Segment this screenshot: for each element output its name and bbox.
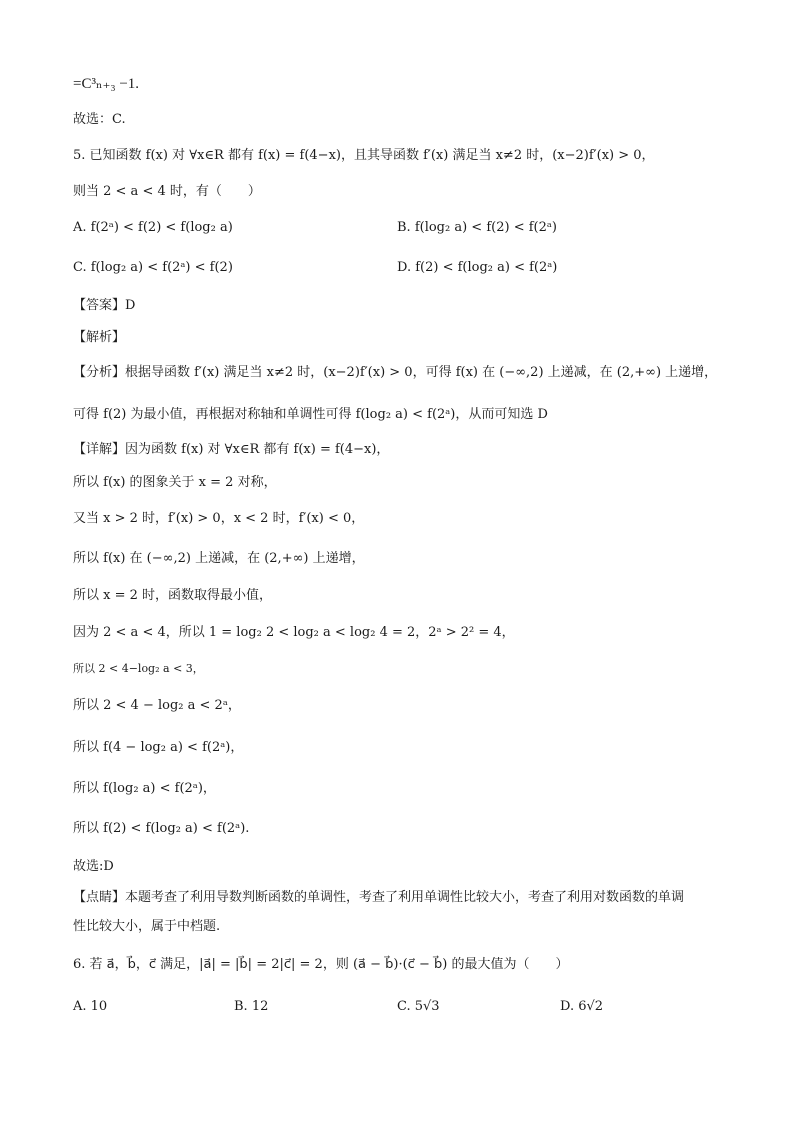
analysis-heading: 【解析】: [73, 330, 126, 345]
q6-option-a: A. 10: [73, 999, 108, 1014]
q5-option-b: B. f(log₂ a) < f(2) < f(2ᵃ): [397, 220, 557, 235]
choice-conclusion-c: 故选：C.: [73, 112, 126, 127]
answer-label: 【答案】D: [73, 298, 136, 313]
q6-option-b: B. 12: [234, 999, 269, 1014]
q6-option-c: C. 5√3: [397, 999, 440, 1014]
detail-line-11: 所以 f(2) < f(log₂ a) < f(2ᵃ).: [73, 821, 250, 836]
detail-line-9: 所以 f(4 − log₂ a) < f(2ᵃ)，: [73, 740, 244, 755]
q6-option-d: D. 6√2: [560, 999, 604, 1014]
comment-line-1: 【点睛】本题考查了利用导数判断函数的单调性，考查了利用单调性比较大小，考查了利用对数函数的单调: [73, 890, 685, 905]
q5-option-d: D. f(2) < f(log₂ a) < f(2ᵃ): [397, 260, 558, 275]
line-combination: =C³ₙ₊₃ −1.: [73, 76, 140, 92]
q5-option-c: C. f(log₂ a) < f(2ᵃ) < f(2): [73, 260, 233, 275]
detail-line-3: 又当 x > 2 时，f′(x) > 0，x < 2 时，f′(x) < 0，: [73, 511, 365, 526]
detail-line-2: 所以 f(x) 的图象关于 x = 2 对称，: [73, 475, 277, 490]
analysis-line-1: 【分析】根据导函数 f′(x) 满足当 x≠2 时，(x−2)f′(x) > 0，可得 f(x) 在 (−∞,2) 上递减，在 (2,+∞) 上递增，: [73, 365, 718, 380]
detail-line-12: 故选:D: [73, 859, 114, 874]
detail-line-5: 所以 x = 2 时，函数取得最小值，: [73, 588, 273, 603]
detail-line-8: 所以 2 < 4 − log₂ a < 2ᵃ，: [73, 698, 241, 713]
comment-line-2: 性比较大小，属于中档题.: [73, 919, 221, 934]
question-5-stem: 5. 已知函数 f(x) 对 ∀x∈R 都有 f(x) = f(4−x)，且其导函数 f′(x) 满足当 x≠2 时，(x−2)f′(x) > 0，: [73, 148, 655, 163]
analysis-line-2: 可得 f(2) 为最小值，再根据对称轴和单调性可得 f(log₂ a) < f(2ᵃ)，从而可知选 D: [73, 407, 548, 422]
detail-line-10: 所以 f(log₂ a) < f(2ᵃ)，: [73, 781, 216, 796]
detail-line-6: 因为 2 < a < 4，所以 1 = log₂ 2 < log₂ a < log₂ 4 = 2，2ᵃ > 2² = 4，: [73, 625, 515, 640]
detail-line-4: 所以 f(x) 在 (−∞,2) 上递减，在 (2,+∞) 上递增，: [73, 551, 365, 566]
detail-line-7: 所以 2 < 4−log₂ a < 3，: [73, 662, 204, 675]
detail-line-1: 【详解】因为函数 f(x) 对 ∀x∈R 都有 f(x) = f(4−x)，: [73, 442, 390, 457]
question-6-stem: 6. 若 a⃗，b⃗，c⃗ 满足，|a⃗| = |b⃗| = 2|c⃗| = 2，则 (a⃗ − b⃗)·(c⃗ − b⃗) 的最大值为（ ）: [73, 957, 569, 972]
question-5-stem-cont: 则当 2 < a < 4 时，有（ ）: [73, 184, 261, 199]
q5-option-a: A. f(2ᵃ) < f(2) < f(log₂ a): [73, 220, 233, 235]
